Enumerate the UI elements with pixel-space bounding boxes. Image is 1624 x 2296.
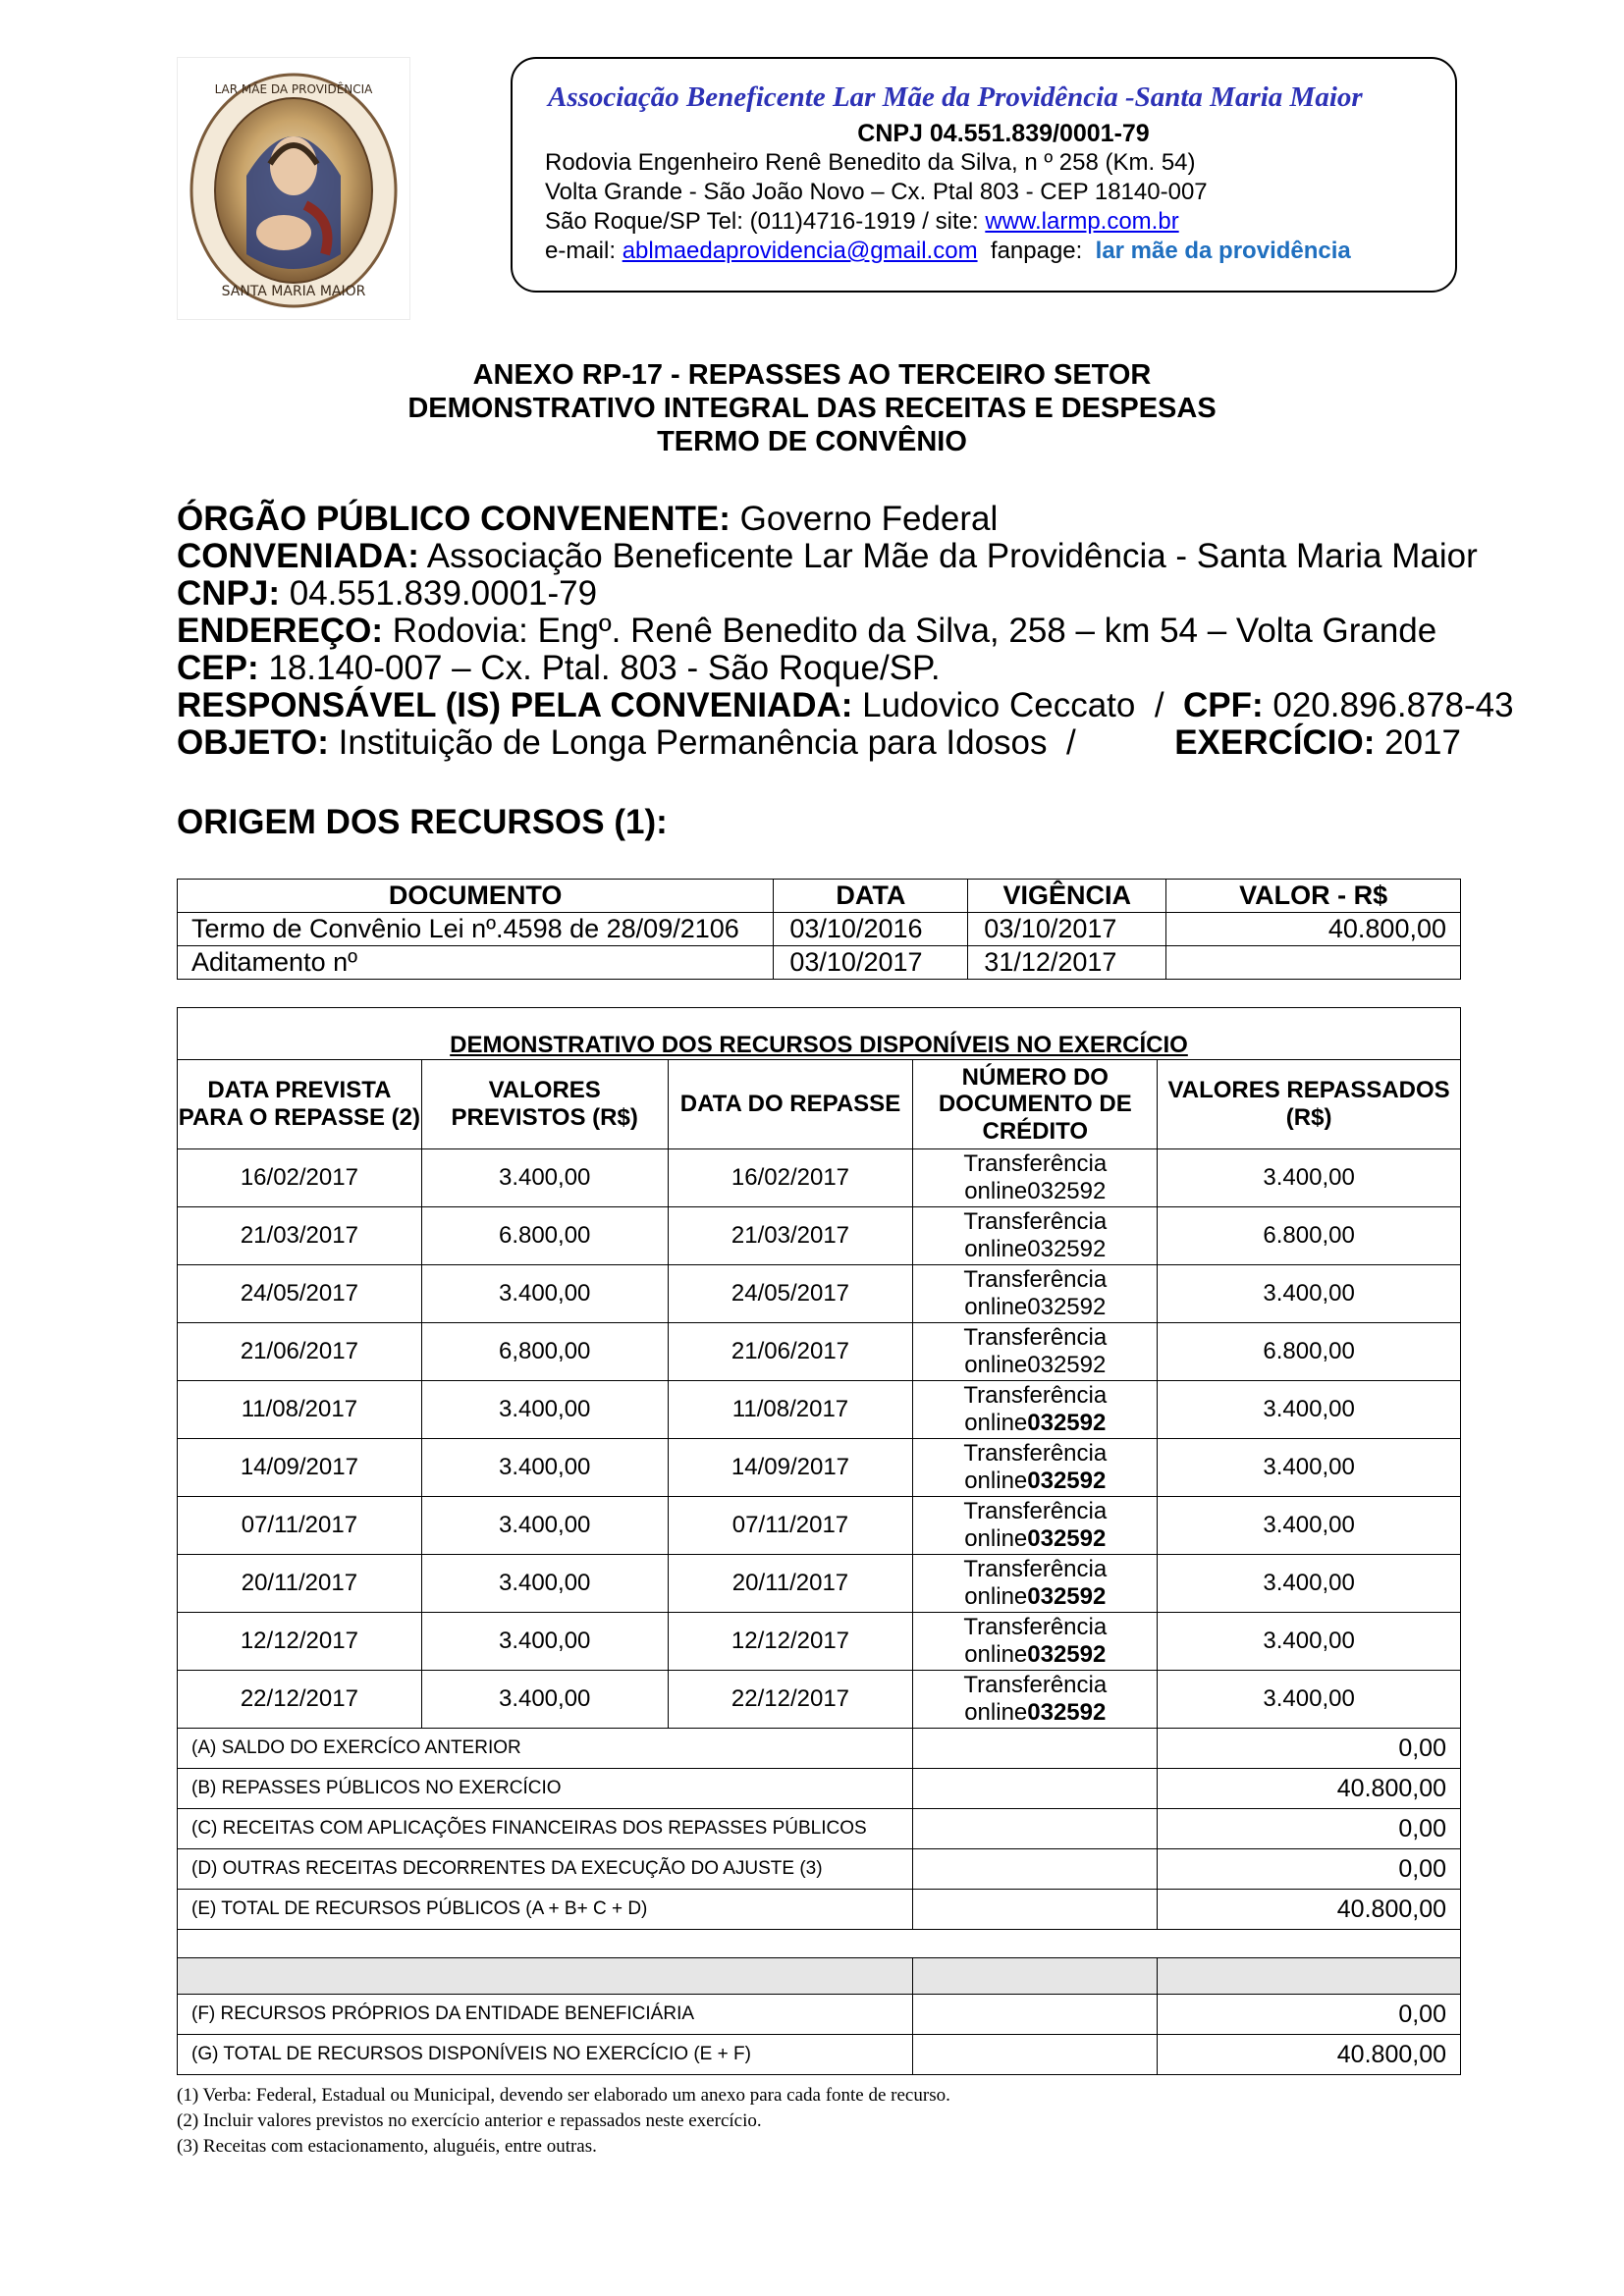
gray-cell <box>178 1958 913 1995</box>
conveniada-line <box>177 537 1478 576</box>
table-row <box>178 1265 1461 1323</box>
data-prevista-cell: 24/05/2017 <box>178 1265 422 1323</box>
valor-repassado-cell: 6.800,00 <box>1158 1207 1461 1265</box>
data-repasse-cell: 24/05/2017 <box>668 1265 913 1323</box>
cpf-label: CPF: <box>1183 686 1264 724</box>
summary-body <box>178 1729 1461 2075</box>
data-prevista-cell: 22/12/2017 <box>178 1671 422 1729</box>
footnotes <box>177 2083 950 2160</box>
valor-previsto-cell: 3.400,00 <box>421 1497 668 1555</box>
cep-line <box>177 649 941 688</box>
cnpj-value: 04.551.839.0001-79 <box>280 574 598 613</box>
credito-cell <box>913 1497 1158 1555</box>
credito-type: Transferência <box>963 1324 1108 1352</box>
data-repasse-cell: 21/03/2017 <box>668 1207 913 1265</box>
repasses-table <box>177 1007 1461 2075</box>
summary-row <box>178 1729 1461 1769</box>
footnote-3: (3) Receitas com estacionamento, aluguéis, entre outras. <box>177 2136 597 2157</box>
responsavel-label: RESPONSÁVEL (IS) PELA CONVENIADA: <box>177 686 853 724</box>
valor-previsto-cell: 6.800,00 <box>421 1207 668 1265</box>
credito-cell <box>913 1555 1158 1613</box>
org-info-box <box>511 57 1457 293</box>
table-row <box>178 1149 1461 1207</box>
documento-cell: Aditamento nº <box>178 946 774 980</box>
exercicio-group <box>1174 723 1461 763</box>
data-repasse-cell: 21/06/2017 <box>668 1323 913 1381</box>
credito-number: 032592 <box>1027 1410 1107 1436</box>
data-prevista-cell: 14/09/2017 <box>178 1439 422 1497</box>
summary-label: (G) TOTAL DE RECURSOS DISPONÍVEIS NO EXERCÍCIO (E + F) <box>178 2035 913 2075</box>
objeto-line <box>177 723 1461 763</box>
data-repasse-cell: 12/12/2017 <box>668 1613 913 1671</box>
documents-table <box>177 879 1461 980</box>
credito-number: 032592 <box>1027 1583 1107 1610</box>
col-valores-repassados: VALORES REPASSADOS (R$) <box>1158 1060 1461 1149</box>
cnpj-line <box>177 574 597 614</box>
credito-number: 032592 <box>1027 1525 1107 1552</box>
data-repasse-cell: 22/12/2017 <box>668 1671 913 1729</box>
vigencia-cell: 03/10/2017 <box>968 913 1166 946</box>
valor-repassado-cell: 3.400,00 <box>1158 1671 1461 1729</box>
credito-number-line <box>913 1410 1157 1437</box>
credito-type: Transferência <box>963 1498 1108 1525</box>
credito-cell <box>913 1323 1158 1381</box>
valor-previsto-cell: 6,800,00 <box>421 1323 668 1381</box>
valor-repassado-cell: 3.400,00 <box>1158 1555 1461 1613</box>
gray-cell <box>913 1958 1158 1995</box>
data-prevista-cell: 12/12/2017 <box>178 1613 422 1671</box>
summary-spacer-row <box>178 1930 1461 1958</box>
valor-previsto-cell: 3.400,00 <box>421 1149 668 1207</box>
org-cnpj: CNPJ 04.551.839/0001-79 <box>857 120 1150 147</box>
valor-previsto-cell: 3.400,00 <box>421 1671 668 1729</box>
summary-empty-cell <box>913 1849 1158 1890</box>
col-vigencia: VIGÊNCIA <box>968 880 1166 913</box>
endereco-line <box>177 612 1436 651</box>
col-valores-previstos: VALORES PREVISTOS (R$) <box>421 1060 668 1149</box>
summary-value: 0,00 <box>1158 1849 1461 1890</box>
data-cell: 03/10/2017 <box>774 946 968 980</box>
conveniada-value: Associação Beneficente Lar Mãe da Providência - Santa Maria Maior <box>418 537 1478 575</box>
credito-number: 032592 <box>1027 1352 1107 1378</box>
table-row <box>178 1439 1461 1497</box>
footnote-1: (1) Verba: Federal, Estadual ou Municipal, devendo ser elaborado um anexo para cada fonte de recurso. <box>177 2085 950 2106</box>
endereco-label: ENDEREÇO: <box>177 612 384 650</box>
title-line-2: DEMONSTRATIVO INTEGRAL DAS RECEITAS E DESPESAS <box>407 393 1217 424</box>
credito-type: Transferência <box>963 1266 1108 1294</box>
repasses-body <box>178 1149 1461 1729</box>
credito-cell <box>913 1381 1158 1439</box>
credito-type: Transferência <box>963 1672 1108 1699</box>
data-repasse-cell: 16/02/2017 <box>668 1149 913 1207</box>
responsavel-line <box>177 686 1514 725</box>
objeto-label: OBJETO: <box>177 723 329 762</box>
credito-type: Transferência <box>963 1440 1108 1468</box>
email-label: e-mail: <box>545 238 623 264</box>
summary-row <box>178 1849 1461 1890</box>
col-data-repasse: DATA DO REPASSE <box>668 1060 913 1149</box>
credito-type: Transferência <box>963 1614 1108 1641</box>
orgao-value: Governo Federal <box>730 500 999 538</box>
credito-prefix: online <box>964 1699 1028 1726</box>
summary-empty-cell <box>913 1890 1158 1930</box>
credito-number-line <box>913 1583 1157 1611</box>
data-prevista-cell: 21/03/2017 <box>178 1207 422 1265</box>
org-email-line <box>545 238 1351 265</box>
credito-number: 032592 <box>1027 1699 1107 1726</box>
credito-number: 032592 <box>1027 1178 1107 1204</box>
orgao-label: ÓRGÃO PÚBLICO CONVENENTE: <box>177 500 731 538</box>
data-prevista-cell: 07/11/2017 <box>178 1497 422 1555</box>
cep-value: 18.140-007 – Cx. Ptal. 803 - São Roque/SP. <box>258 649 941 687</box>
org-contact <box>545 208 1179 236</box>
summary-value: 40.800,00 <box>1158 1890 1461 1930</box>
orgao-line <box>177 500 998 539</box>
valor-previsto-cell: 3.400,00 <box>421 1439 668 1497</box>
col-data: DATA <box>774 880 968 913</box>
objeto-value: Instituição de Longa Permanência para Idosos / <box>328 723 1076 762</box>
credito-cell <box>913 1207 1158 1265</box>
vigencia-cell: 31/12/2017 <box>968 946 1166 980</box>
summary-empty-cell <box>913 1809 1158 1849</box>
summary-empty-cell <box>913 2035 1158 2075</box>
valor-cell: 40.800,00 <box>1166 913 1461 946</box>
credito-cell <box>913 1265 1158 1323</box>
data-prevista-cell: 11/08/2017 <box>178 1381 422 1439</box>
credito-cell <box>913 1149 1158 1207</box>
repasses-header-row <box>178 1060 1461 1149</box>
valor-previsto-cell: 3.400,00 <box>421 1555 668 1613</box>
data-cell: 03/10/2016 <box>774 913 968 946</box>
summary-label: (B) REPASSES PÚBLICOS NO EXERCÍCIO <box>178 1769 913 1809</box>
credito-prefix: online <box>964 1583 1028 1610</box>
footnote-2: (2) Incluir valores previstos no exercício anterior e repassados neste exercício. <box>177 2110 762 2131</box>
credito-number-line <box>913 1468 1157 1495</box>
valor-cell <box>1166 946 1461 980</box>
valor-repassado-cell: 3.400,00 <box>1158 1265 1461 1323</box>
fanpage-label: fanpage: <box>977 238 1096 264</box>
credito-prefix: online <box>964 1352 1028 1378</box>
data-prevista-cell: 16/02/2017 <box>178 1149 422 1207</box>
data-repasse-cell: 11/08/2017 <box>668 1381 913 1439</box>
summary-empty-cell <box>913 1769 1158 1809</box>
col-documento: DOCUMENTO <box>178 880 774 913</box>
credito-number: 032592 <box>1027 1294 1107 1320</box>
repasses-caption: DEMONSTRATIVO DOS RECURSOS DISPONÍVEIS NO EXERCÍCIO <box>450 1032 1188 1058</box>
documento-cell: Termo de Convênio Lei nº.4598 de 28/09/2106 <box>178 913 774 946</box>
table-row <box>178 1497 1461 1555</box>
valor-repassado-cell: 3.400,00 <box>1158 1149 1461 1207</box>
col-numero-documento: NÚMERO DO DOCUMENTO DE CRÉDITO <box>913 1060 1158 1149</box>
table-row <box>178 946 1461 980</box>
title-line-1: ANEXO RP-17 - REPASSES AO TERCEIRO SETOR <box>472 359 1152 391</box>
valor-previsto-cell: 3.400,00 <box>421 1613 668 1671</box>
exercicio-value: 2017 <box>1375 723 1461 762</box>
site-link[interactable]: www.larmp.com.br <box>985 208 1179 235</box>
table-row <box>178 1323 1461 1381</box>
col-data-prevista: DATA PREVISTA PARA O REPASSE (2) <box>178 1060 422 1149</box>
credito-number: 032592 <box>1027 1468 1107 1494</box>
summary-gray-row <box>178 1958 1461 1995</box>
summary-empty-cell <box>913 1729 1158 1769</box>
summary-label: (E) TOTAL DE RECURSOS PÚBLICOS (A + B+ C + D) <box>178 1890 913 1930</box>
valor-repassado-cell: 3.400,00 <box>1158 1613 1461 1671</box>
fanpage-name: lar mãe da providência <box>1095 238 1351 264</box>
credito-number-line <box>913 1352 1157 1379</box>
credito-prefix: online <box>964 1525 1028 1552</box>
data-prevista-cell: 20/11/2017 <box>178 1555 422 1613</box>
valor-repassado-cell: 3.400,00 <box>1158 1381 1461 1439</box>
credito-prefix: online <box>964 1641 1028 1668</box>
data-prevista-cell: 21/06/2017 <box>178 1323 422 1381</box>
summary-value: 0,00 <box>1158 1729 1461 1769</box>
col-valor: VALOR - R$ <box>1166 880 1461 913</box>
summary-label: (F) RECURSOS PRÓPRIOS DA ENTIDADE BENEFICIÁRIA <box>178 1995 913 2035</box>
credito-type: Transferência <box>963 1150 1108 1178</box>
credito-type: Transferência <box>963 1556 1108 1583</box>
spacer-cell <box>178 1930 1461 1958</box>
cep-label: CEP: <box>177 649 259 687</box>
credito-number-line <box>913 1525 1157 1553</box>
table-row <box>178 1207 1461 1265</box>
svg-text:SANTA MARIA MAIOR: SANTA MARIA MAIOR <box>221 284 366 299</box>
documents-header-row <box>178 880 1461 913</box>
email-link[interactable]: ablmaedaprovidencia@gmail.com <box>622 238 978 264</box>
responsavel-value: Ludovico Ceccato / <box>852 686 1183 724</box>
credito-number-line <box>913 1236 1157 1263</box>
madonna-seal-icon <box>178 58 409 319</box>
data-repasse-cell: 20/11/2017 <box>668 1555 913 1613</box>
credito-number: 032592 <box>1027 1641 1107 1668</box>
table-row <box>178 913 1461 946</box>
valor-repassado-cell: 6.800,00 <box>1158 1323 1461 1381</box>
org-address-1: Rodovia Engenheiro Renê Benedito da Silva, n º 258 (Km. 54) <box>545 149 1196 176</box>
valor-previsto-cell: 3.400,00 <box>421 1381 668 1439</box>
logo <box>177 57 410 320</box>
credito-number-line <box>913 1699 1157 1727</box>
cpf-value: 020.896.878-43 <box>1263 686 1514 724</box>
exercicio-label: EXERCÍCIO: <box>1174 723 1376 762</box>
table-row <box>178 1381 1461 1439</box>
svg-text:LAR MÃE DA PROVIDÊNCIA: LAR MÃE DA PROVIDÊNCIA <box>214 82 373 96</box>
credito-cell <box>913 1439 1158 1497</box>
summary-label: (C) RECEITAS COM APLICAÇÕES FINANCEIRAS DOS REPASSES PÚBLICOS <box>178 1809 913 1849</box>
credito-cell <box>913 1671 1158 1729</box>
phone-text: São Roque/SP Tel: (011)4716-1919 / site: <box>545 208 986 235</box>
summary-label: (A) SALDO DO EXERCÍCO ANTERIOR <box>178 1729 913 1769</box>
credito-type: Transferência <box>963 1208 1108 1236</box>
credito-prefix: online <box>964 1236 1028 1262</box>
cnpj-label: CNPJ: <box>177 574 281 613</box>
summary-row <box>178 2035 1461 2075</box>
repasses-caption-cell <box>178 1008 1461 1060</box>
credito-prefix: online <box>964 1178 1028 1204</box>
summary-row <box>178 1890 1461 1930</box>
summary-row <box>178 1769 1461 1809</box>
org-name: Associação Beneficente Lar Mãe da Providência -Santa Maria Maior <box>548 81 1363 113</box>
summary-empty-cell <box>913 1995 1158 2035</box>
conveniada-label: CONVENIADA: <box>177 537 419 575</box>
data-repasse-cell: 14/09/2017 <box>668 1439 913 1497</box>
summary-row <box>178 1809 1461 1849</box>
credito-number: 032592 <box>1027 1236 1107 1262</box>
repasses-caption-row <box>178 1008 1461 1060</box>
credito-prefix: online <box>964 1410 1028 1436</box>
valor-previsto-cell: 3.400,00 <box>421 1265 668 1323</box>
credito-number-line <box>913 1178 1157 1205</box>
credito-cell <box>913 1613 1158 1671</box>
title-line-3: TERMO DE CONVÊNIO <box>657 426 967 457</box>
origem-heading: ORIGEM DOS RECURSOS (1): <box>177 803 668 841</box>
endereco-value: Rodovia: Engº. Renê Benedito da Silva, 258 – km 54 – Volta Grande <box>383 612 1437 650</box>
summary-value: 40.800,00 <box>1158 1769 1461 1809</box>
valor-repassado-cell: 3.400,00 <box>1158 1497 1461 1555</box>
credito-prefix: online <box>964 1294 1028 1320</box>
data-repasse-cell: 07/11/2017 <box>668 1497 913 1555</box>
summary-value: 0,00 <box>1158 1809 1461 1849</box>
summary-row <box>178 1995 1461 2035</box>
credito-number-line <box>913 1641 1157 1669</box>
valor-repassado-cell: 3.400,00 <box>1158 1439 1461 1497</box>
org-address-2: Volta Grande - São João Novo – Cx. Ptal 803 - CEP 18140-007 <box>545 179 1208 205</box>
table-row <box>178 1613 1461 1671</box>
summary-value: 0,00 <box>1158 1995 1461 2035</box>
summary-label: (D) OUTRAS RECEITAS DECORRENTES DA EXECUÇÃO DO AJUSTE (3) <box>178 1849 913 1890</box>
gray-cell <box>1158 1958 1461 1995</box>
table-row <box>178 1555 1461 1613</box>
credito-prefix: online <box>964 1468 1028 1494</box>
table-row <box>178 1671 1461 1729</box>
credito-type: Transferência <box>963 1382 1108 1410</box>
credito-number-line <box>913 1294 1157 1321</box>
summary-value: 40.800,00 <box>1158 2035 1461 2075</box>
